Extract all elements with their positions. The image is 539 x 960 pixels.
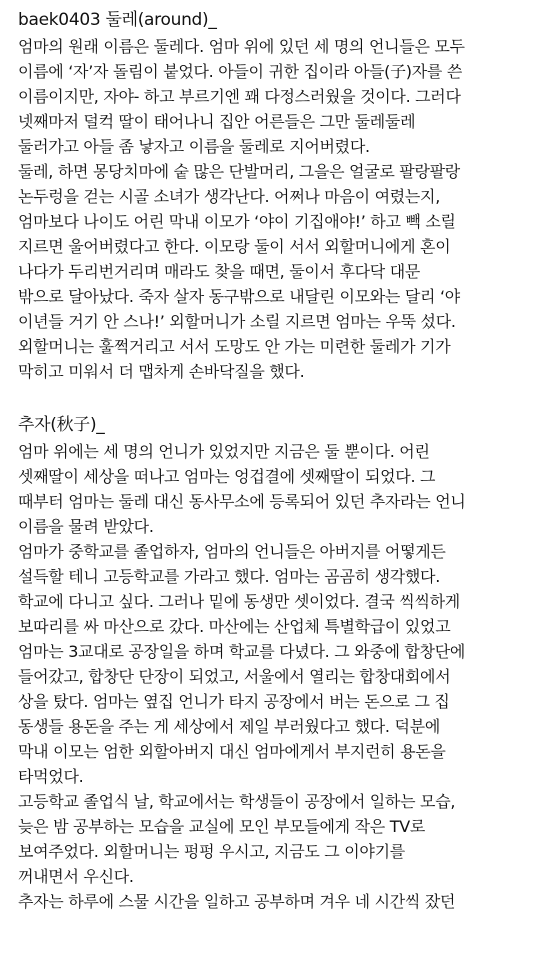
section-title-chuja: 추자(秋子)_ (18, 415, 105, 435)
paragraph-line: 때부터 엄마는 둘레 대신 동사무소에 등록되어 있던 추자라는 언니 (18, 492, 466, 511)
paragraph-line: 이년들 거기 안 스나!’ 외할머니가 소릴 지르면 엄마는 우뚝 섰다. (18, 312, 456, 331)
paragraph-line: 넷째마저 덜컥 딸이 태어나니 집안 어른들은 그만 둘레둘레 (18, 112, 416, 131)
paragraph-line: 보따리를 싸 마산으로 갔다. 마산에는 산업체 특별학급이 있었고 (18, 617, 451, 636)
paragraph-line: 추자는 하루에 스물 시간을 일하고 공부하며 겨우 네 시간씩 잤던 (18, 892, 456, 911)
paragraph-line: 이름이지만, 자야- 하고 부르기엔 꽤 다정스러웠을 것이다. 그러다 (18, 87, 461, 106)
paragraph-line: 동생들 용돈을 주는 게 세상에서 제일 부러웠다고 했다. 덕분에 (18, 717, 440, 736)
paragraph-line: 엄마가 중학교를 졸업하자, 엄마의 언니들은 아버지를 어떻게든 (18, 542, 446, 561)
paragraph-line: 학교에 다니고 싶다. 그러나 밑에 동생만 셋이었다. 결국 씩씩하게 (18, 592, 460, 611)
paragraph-line: 보여주었다. 외할머니는 펑펑 우시고, 지금도 그 이야기를 (18, 842, 405, 861)
paragraph-line: 논두렁을 걷는 시골 소녀가 생각난다. 어쩌나 마음이 여렸는지, (18, 187, 440, 206)
paragraph-line: 설득할 테니 고등학교를 가라고 했다. 엄마는 곰곰히 생각했다. (18, 567, 440, 586)
paragraph-line: 엄마 위에는 세 명의 언니가 있었지만 지금은 둘 뿐이다. 어린 (18, 442, 430, 461)
paragraph-line: 지르면 울어버렸다고 한다. 이모랑 둘이 서서 외할머니에게 혼이 (18, 237, 451, 256)
paragraph-line: 둘러가고 아들 좀 낳자고 이름을 둘레로 지어버렸다. (18, 137, 370, 156)
section-title-around: baek0403 둘레(around)_ (18, 10, 217, 30)
section-spacer (18, 384, 533, 411)
paragraph-line: 둘레, 하면 몽당치마에 숱 많은 단발머리, 그을은 얼굴로 팔랑팔랑 (18, 162, 460, 181)
paragraph-line: 들어갔고, 합창단 단장이 되었고, 서울에서 열리는 합창대회에서 (18, 667, 451, 686)
paragraph-line: 이름에 ‘자’자 돌림이 붙었다. 아들이 귀한 집이라 아들(子)자를 쓴 (18, 62, 462, 81)
paragraph-line: 막내 이모는 엄한 외할아버지 대신 엄마에게서 부지런히 용돈을 (18, 742, 446, 761)
paragraph-line: 고등학교 졸업식 날, 학교에서는 학생들이 공장에서 일하는 모습, (18, 792, 456, 811)
paragraph-line: 엄마의 원래 이름은 둘레다. 엄마 위에 있던 세 명의 언니들은 모두 (18, 37, 465, 56)
paragraph-line: 셋째딸이 세상을 떠나고 엄마는 엉겁결에 셋째딸이 되었다. 그 (18, 467, 436, 486)
paragraph-line: 늦은 밤 공부하는 모습을 교실에 모인 부모들에게 작은 TV로 (18, 817, 425, 836)
paragraph-line: 막히고 미워서 더 맵차게 손바닥질을 했다. (18, 362, 305, 381)
paragraph-line: 꺼내면서 우신다. (18, 867, 134, 886)
paragraph-line: 상을 탔다. 엄마는 옆집 언니가 타지 공장에서 버는 돈으로 그 집 (18, 692, 450, 711)
paragraph-line: 외할머니는 훌쩍거리고 서서 도망도 안 가는 미련한 둘레가 기가 (18, 337, 451, 356)
paragraph-line: 엄마는 3교대로 공장일을 하며 학교를 다녔다. 그 와중에 합창단에 (18, 642, 466, 661)
paragraph-line: 타먹었다. (18, 767, 84, 786)
paragraph-line: 엄마보다 나이도 어린 막내 이모가 ‘야이 기집애야!’ 하고 빽 소릴 (18, 212, 456, 231)
paragraph-line: 나다가 두리번거리며 매라도 찾을 때면, 둘이서 후다닥 대문 (18, 262, 421, 281)
paragraph-line: 밖으로 달아났다. 죽자 살자 동구밖으로 내달린 이모와는 달리 ‘야 (18, 287, 460, 306)
essay-document (18, 6, 533, 914)
paragraph-line: 이름을 물려 받았다. (18, 517, 154, 536)
